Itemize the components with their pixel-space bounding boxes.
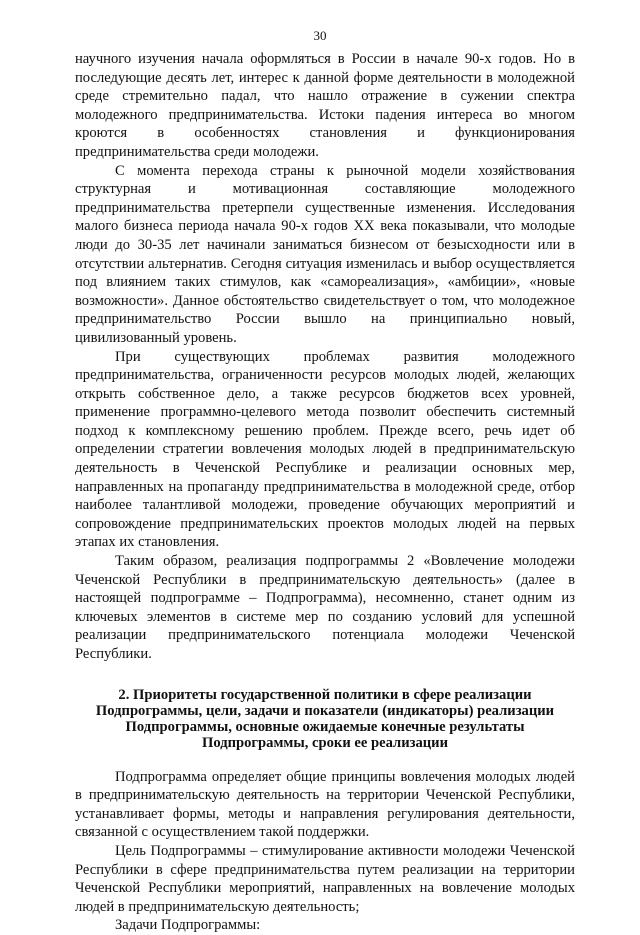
section-heading-line-4: Подпрограммы, сроки ее реализации	[201, 734, 448, 751]
paragraph-3: При существующих проблемах развития молодежного предпринимательства, ограниченности ресурсов молодых людей, желающих открыть собственное дело, а также ресурсов бюджетов всех уровней, применение программно-целевого метода позволит обеспечить системный подход к комплексному решению проблем. Прежде всего, речь идет об определении стратегии вовлечения молодых людей в предпринимательскую деятельность в Чеченской Республике и реализации основных мер, направленных на пропаганду предпринимательства в молодежной среде, отбор наиболее талантливой молодежи, проведение обучающих мероприятий и сопровождение предпринимательских проектов молодых людей на первых этапах их становления.	[75, 348, 575, 551]
paragraph-2: С момента перехода страны к рыночной модели хозяйствования структурная и мотивационная составляющие молодежного предпринимательства претерпели существенные изменения. Исследования малого бизнеса периода начала 90-х годов XX века показывали, что молодые люди до 30-35 лет начинали заниматься бизнесом от безысходности или в отсутствии альтернатив. Сегодня ситуация изменилась и выбор осуществляется под влиянием таких стимулов, как «самореализация», «амбиции», «новые возможности». Данное обстоятельство свидетельствует о том, что молодежное предпринимательство России вышло на принципиально новый, цивилизованный уровень.	[75, 162, 575, 346]
paragraph-7: Задачи Подпрограммы:	[115, 917, 261, 934]
document-body	[75, 50, 575, 935]
section-heading-line-2: Подпрограммы, цели, задачи и показатели (индикаторы) реализации	[95, 702, 555, 719]
page-number: 30	[313, 28, 327, 43]
section-heading-line-3: Подпрограммы, основные ожидаемые конечные результаты	[125, 718, 525, 735]
paragraph-1: научного изучения начала оформляться в России в начале 90-х годов. Но в последующие десять лет, интерес к данной форме деятельности в молодежной среде стремительно падал, что нашло отражение в сужении спектра молодежного предпринимательства. Истоки падения интереса во многом кроются в особенностях становления и функционирования предпринимательства среди молодежи.	[75, 51, 575, 160]
section-heading	[75, 687, 575, 751]
paragraph-5: Подпрограмма определяет общие принципы вовлечения молодых людей в предпринимательскую деятельность на территории Чеченской Республики, устанавливает формы, методы и направления регулирования деятельности, связанной с осуществлением такой поддержки.	[75, 768, 575, 841]
paragraph-6: Цель Подпрограммы – стимулирование активности молодежи Чеченской Республики в сфере предпринимательства путем реализации на территории Чеченской Республики мероприятий, направленных на вовлечение молодых людей в предпринимательскую деятельность;	[75, 842, 575, 915]
section-heading-line-1: 2. Приоритеты государственной политики в сфере реализации	[118, 686, 532, 703]
paragraph-4: Таким образом, реализация подпрограммы 2 «Вовлечение молодежи Чеченской Республики в предпринимательскую деятельность» (далее в настоящей подпрограмме – Подпрограмма), несомненно, станет одним из ключевых элементов в системе мер по созданию условий для успешной реализации предпринимательского потенциала молодежи Чеченской Республики.	[75, 553, 575, 662]
